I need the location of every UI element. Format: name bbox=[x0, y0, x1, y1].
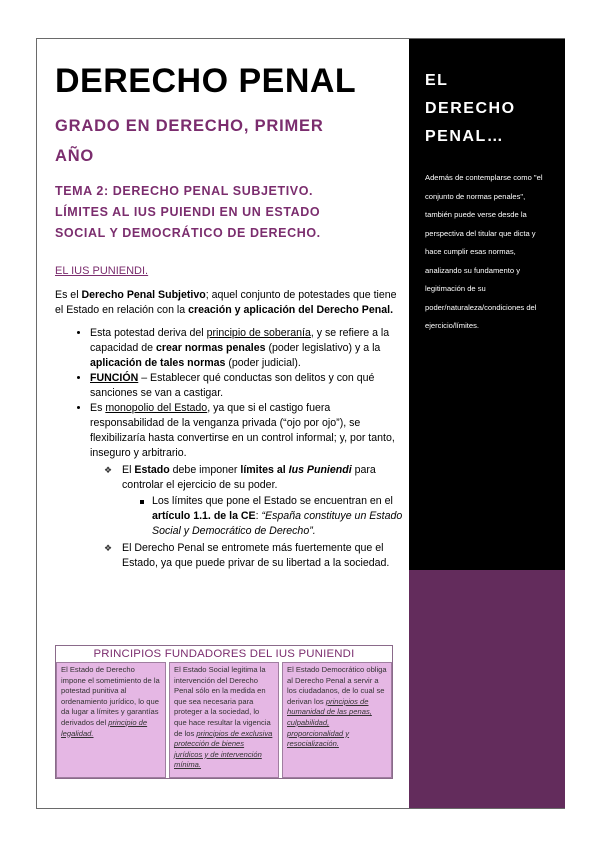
bullet-list bbox=[55, 326, 407, 571]
section-heading: EL IUS PUNIENDI. bbox=[55, 265, 149, 277]
bullet-underlined: monopolio del Estado bbox=[105, 402, 208, 414]
diamond-item-limites bbox=[110, 463, 407, 539]
tema-line-1: TEMA 2: DERECHO PENAL SUBJETIVO. bbox=[55, 184, 314, 198]
diamond-item-entromete: ❖ El Derecho Penal se entromete más fuertemente que el Estado, ya que puede privar de su libertad a la sociedad. bbox=[110, 541, 407, 571]
item-bold-italic: Ius Puniendi bbox=[288, 464, 352, 476]
item-bold: límites al bbox=[240, 464, 289, 476]
document-page bbox=[36, 38, 565, 809]
item-text: debe imponer bbox=[169, 464, 241, 476]
principios-box bbox=[55, 645, 393, 779]
intro-text: Es el bbox=[55, 289, 82, 301]
bullet-monopolio bbox=[90, 401, 407, 571]
bullet-text: (poder judicial). bbox=[225, 357, 301, 369]
tema-line-2: LÍMITES AL IUS PUIENDI EN UN ESTADO bbox=[55, 205, 321, 219]
bullet-funcion bbox=[90, 371, 407, 401]
item-bold: Estado bbox=[134, 464, 170, 476]
bullet-text: , ya que si el castigo fuera responsabilidad de la venganza privada (“ojo por ojo”), se flexibilizaría hasta convertirse en un control informal; y, por tanto, inseguro y arbitrario. bbox=[90, 402, 395, 459]
course-subtitle bbox=[55, 111, 407, 171]
subtitle-line-1: GRADO EN DERECHO, PRIMER bbox=[55, 117, 324, 135]
main-column bbox=[55, 61, 407, 571]
bullet-text: (poder legislativo) y a la bbox=[265, 342, 381, 354]
principio-estado-democratico bbox=[282, 662, 392, 778]
bullet-text: – Establecer qué conductas son delitos y con qué sanciones se van a castigar. bbox=[90, 372, 375, 399]
intro-text: ; aquel conjunto de potestades que tiene el Estado en relación con la bbox=[55, 289, 397, 316]
principio-highlight: principio de legalidad. bbox=[61, 717, 148, 738]
diamond-list bbox=[90, 463, 407, 571]
bullet-text: Es bbox=[90, 402, 106, 414]
intro-bold: Derecho Penal Subjetivo bbox=[81, 289, 206, 301]
item-italic-quote: “España constituye un Estado Social y Democrático de Derecho”. bbox=[152, 510, 403, 537]
subtitle-line-2: AÑO bbox=[55, 147, 95, 165]
bullet-bold-underlined: FUNCIÓN bbox=[90, 372, 139, 384]
bullet-text: Esta potestad deriva del bbox=[90, 327, 207, 339]
sidebar-heading bbox=[425, 67, 565, 151]
square-list bbox=[122, 494, 407, 539]
item-text: El bbox=[122, 464, 135, 476]
bullet-soberania bbox=[90, 326, 407, 371]
sidebar-text: Además de contemplarse como "el conjunto de normas penales", también puede verse desde la perspectiva del titular que dicta y hace cumplir esas normas, analizando su fundamento y legitimación de su poder/naturaleza/condiciones del ejercicio/límites. bbox=[425, 173, 543, 330]
sidebar-heading-line-3: PENAL… bbox=[425, 128, 505, 145]
item-bold: artículo 1.1. de la CE bbox=[152, 510, 256, 522]
sidebar-heading-line-2: DERECHO bbox=[425, 100, 516, 117]
intro-paragraph bbox=[55, 288, 407, 318]
bullet-bold: crear normas penales bbox=[155, 342, 266, 354]
page-title: DERECHO PENAL bbox=[55, 62, 357, 100]
bullet-bold: aplicación de tales normas bbox=[90, 357, 226, 369]
bullet-text: , y se refiere a la capacidad de bbox=[90, 327, 390, 354]
principios-title: PRINCIPIOS FUNDADORES DEL IUS PUNIENDI bbox=[93, 648, 355, 660]
item-text: : bbox=[255, 510, 262, 522]
tema-heading bbox=[55, 181, 407, 244]
principios-columns bbox=[56, 662, 392, 778]
square-item-ce bbox=[144, 494, 407, 539]
tema-line-3: SOCIAL Y DEMOCRÁTICO DE DERECHO. bbox=[55, 226, 321, 240]
principio-text: El Estado de Derecho impone el sometimiento de la potestad punitiva al ordenamiento jurídico, lo que da lugar a límites y garantías derivados del bbox=[61, 665, 160, 727]
intro-bold: creación y aplicación del Derecho Penal. bbox=[188, 304, 394, 316]
principio-estado-social bbox=[169, 662, 279, 778]
principio-highlight: principios de exclusiva protección de bienes jurídicos y de intervención mínima. bbox=[174, 728, 273, 770]
item-text: para controlar el ejercicio de su poder. bbox=[122, 464, 376, 491]
sidebar-purple-panel bbox=[409, 570, 565, 808]
sidebar-black-panel bbox=[409, 39, 565, 570]
principio-highlight: principios de humanidad de las penas, culpabilidad, proporcionalidad y resocialización. bbox=[287, 696, 372, 749]
bullet-underlined: principio de soberanía bbox=[206, 327, 311, 339]
principio-text: El Estado Democrático obliga al Derecho Penal a servir a los ciudadanos, de lo cual se derivan los bbox=[287, 665, 387, 706]
principio-text: El Estado Social legitima la intervención del Derecho Penal sólo en la medida en que sea necesaria para proteger a la sociedad, lo que hace resultar la vigencia de los bbox=[174, 665, 271, 738]
sidebar-heading-line-1: EL bbox=[425, 72, 449, 89]
principio-estado-derecho bbox=[56, 662, 166, 778]
item-text: Los límites que pone el Estado se encuentran en el bbox=[152, 495, 393, 507]
